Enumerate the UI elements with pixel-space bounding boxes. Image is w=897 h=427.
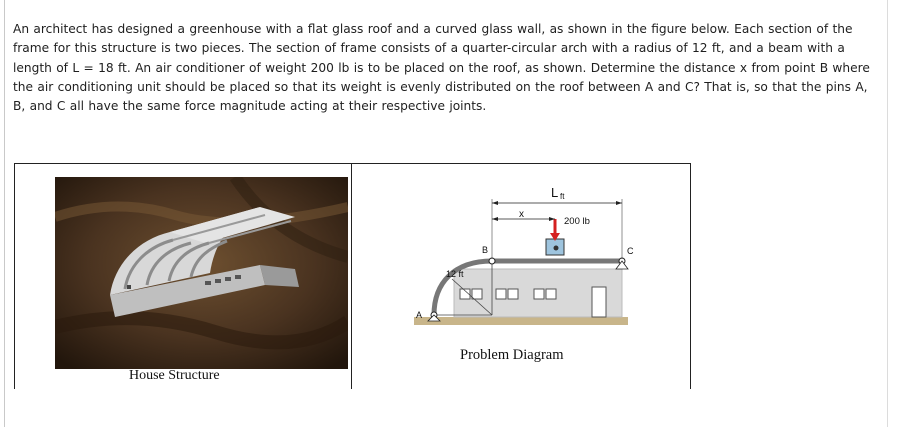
page-left-border — [4, 0, 5, 427]
problem-diagram — [404, 181, 640, 341]
label-point-c: C — [627, 246, 634, 256]
figure-table — [14, 163, 692, 389]
house-caption: House Structure — [129, 368, 220, 383]
label-point-a: A — [416, 310, 423, 320]
dimension-l-arrow-right-icon — [616, 201, 622, 205]
figure-table-top-border — [14, 163, 690, 164]
diagram-caption: Problem Diagram — [460, 347, 564, 363]
label-point-b: B — [482, 245, 489, 255]
figure-table-left-border — [14, 163, 15, 389]
ground — [414, 317, 628, 325]
figure-table-right-border — [690, 163, 691, 389]
problem-statement: An architect has designed a greenhouse with a flat glass roof and a curved glass wall, as shown in the figure below. Each section of the frame for this structure is two pieces. The section of frame consists of a quarter-circular arch with a radius of 12 ft, and a beam with a length of L = 18 ft. An air conditioner of weight 200 lb is to be placed on the roof, as shown. Determine the distance x from point B where the air conditioning unit should be placed so that its weight is evenly distributed on the roof between A and C? That is, so that the pins A, B, and C all have the same force magnitude acting at their respective joints. — [13, 22, 870, 113]
figure-table-divider — [351, 163, 352, 389]
greenhouse-photo — [55, 177, 348, 369]
label-weight: 200 lb — [564, 216, 590, 227]
dimension-l-arrow-left-icon — [492, 201, 498, 205]
ac-fan-icon — [554, 246, 559, 251]
label-radius: 12 ft — [446, 269, 464, 279]
label-l-unit: ft — [560, 192, 565, 201]
label-l: L — [551, 185, 559, 200]
dimension-x-arrow-left-icon — [492, 217, 498, 221]
label-x: x — [519, 209, 524, 220]
page-right-border — [887, 0, 888, 427]
